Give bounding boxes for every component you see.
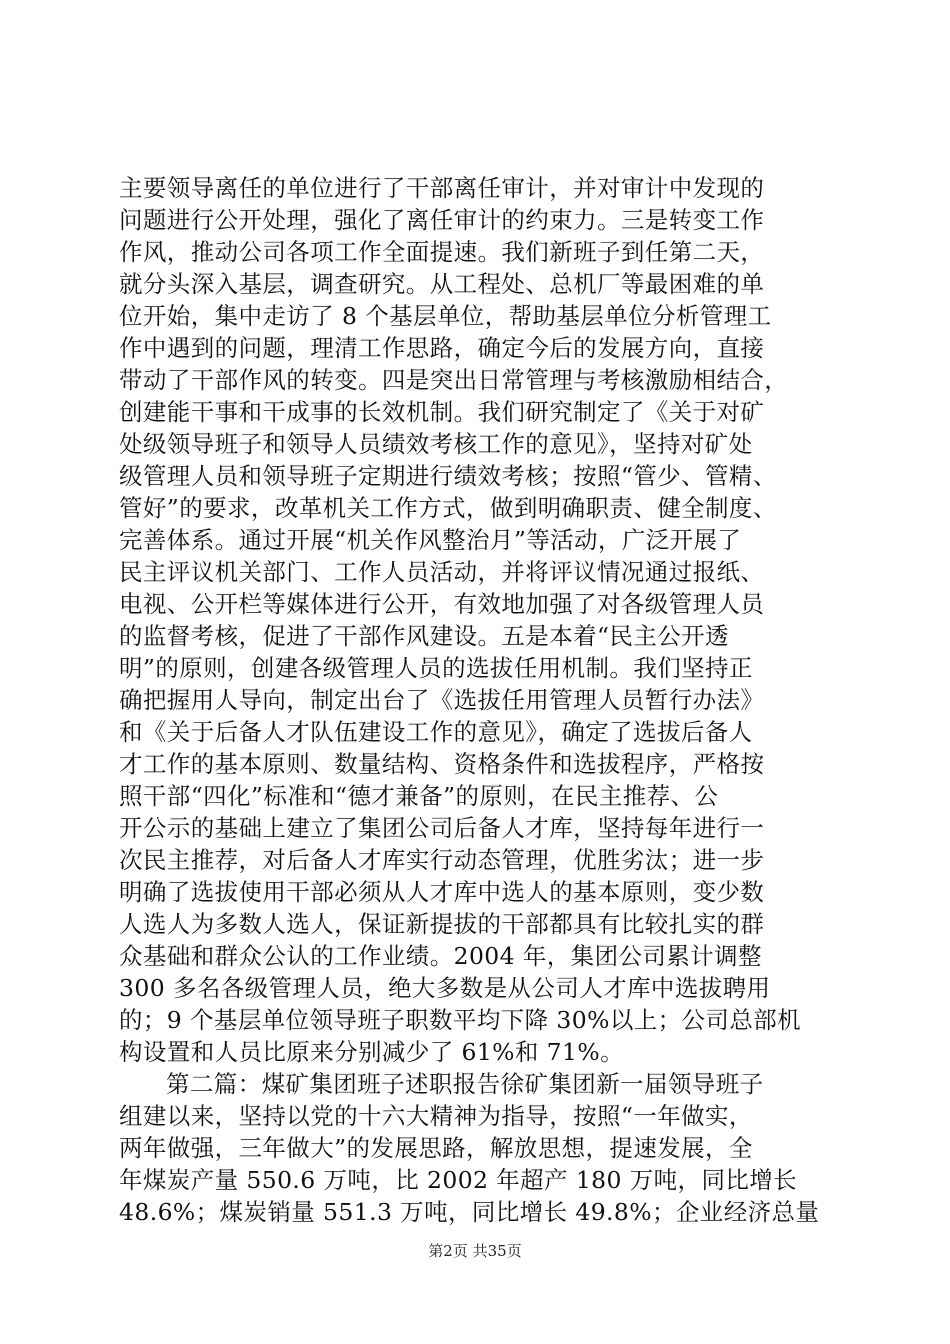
text-line: 级管理人员和领导班子定期进行绩效考核；按照“管少、管精、 <box>119 462 777 490</box>
text-line: 位开始，集中走访了 8 个基层单位，帮助基层单位分析管理工 <box>119 302 772 330</box>
text-line: 作中遇到的问题，理清工作思路，确定今后的发展方向，直接 <box>119 334 765 362</box>
text-line: 48.6%；煤炭销量 551.3 万吨，同比增长 49.8%；企业经济总量 <box>119 1198 820 1226</box>
text-line: 民主评议机关部门、工作人员活动，并将评议情况通过报纸、 <box>119 558 765 586</box>
text-line: 开公示的基础上建立了集团公司后备人才库，坚持每年进行一 <box>119 814 765 842</box>
text-line: 的；9 个基层单位领导班子职数平均下降 30%以上；公司总部机 <box>119 1006 802 1034</box>
text-line: 明”的原则，创建各级管理人员的选拔任用机制。我们坚持正 <box>119 654 753 682</box>
text-line: 确把握用人导向，制定出台了《选拔任用管理人员暂行办法》 <box>119 686 765 714</box>
text-line: 300 多名各级管理人员，绝大多数是从公司人才库中选拔聘用 <box>119 974 771 1002</box>
text-line: 问题进行公开处理，强化了离任审计的约束力。三是转变工作 <box>119 206 765 234</box>
text-line: 众基础和群众公认的工作业绩。2004 年，集团公司累计调整 <box>119 942 762 970</box>
text-line: 创建能干事和干成事的长效机制。我们研究制定了《关于对矿 <box>119 398 765 426</box>
text-line: 构设置和人员比原来分别减少了 61%和 71%。 <box>119 1038 625 1066</box>
text-line: 两年做强，三年做大”的发展思路，解放思想，提速发展，全 <box>119 1134 753 1162</box>
body-text <box>119 172 839 1228</box>
text-line: 和《关于后备人才队伍建设工作的意见》，确定了选拔后备人 <box>119 718 753 746</box>
text-line: 管好”的要求，改革机关工作方式，做到明确职责、健全制度、 <box>119 494 777 522</box>
page-number: 第2页 共35页 <box>428 1242 522 1260</box>
text-line: 年煤炭产量 550.6 万吨，比 2002 年超产 180 万吨，同比增长 <box>119 1166 798 1194</box>
text-line: 人选人为多数人选人，保证新提拔的干部都具有比较扎实的群 <box>119 910 765 938</box>
text-line: 完善体系。通过开展“机关作风整治月”等活动，广泛开展了 <box>119 526 742 554</box>
text-line: 电视、公开栏等媒体进行公开，有效地加强了对各级管理人员 <box>119 590 765 618</box>
text-line: 主要领导离任的单位进行了干部离任审计，并对审计中发现的 <box>119 174 765 202</box>
text-line: 明确了选拔使用干部必须从人才库中选人的基本原则，变少数 <box>119 878 765 906</box>
text-line: 组建以来，坚持以党的十六大精神为指导，按照“一年做实， <box>119 1102 753 1130</box>
text-line: 次民主推荐，对后备人才库实行动态管理，优胜劣汰；进一步 <box>119 846 765 874</box>
text-line: 处级领导班子和领导人员绩效考核工作的意见》，坚持对矿处 <box>119 430 753 458</box>
text-line: 照干部“四化”标准和“德才兼备”的原则，在民主推荐、公 <box>119 782 719 810</box>
text-line: 作风，推动公司各项工作全面提速。我们新班子到任第二天， <box>119 238 765 266</box>
section-heading-line: 第二篇：煤矿集团班子述职报告徐矿集团新一届领导班子 <box>166 1070 764 1098</box>
text-line: 的监督考核，促进了干部作风建设。五是本着“民主公开透 <box>119 622 729 650</box>
text-line: 带动了干部作风的转变。四是突出日常管理与考核激励相结合， <box>119 366 789 394</box>
text-line: 就分头深入基层，调查研究。从工程处、总机厂等最困难的单 <box>119 270 765 298</box>
text-line: 才工作的基本原则、数量结构、资格条件和选拔程序，严格按 <box>119 750 765 778</box>
